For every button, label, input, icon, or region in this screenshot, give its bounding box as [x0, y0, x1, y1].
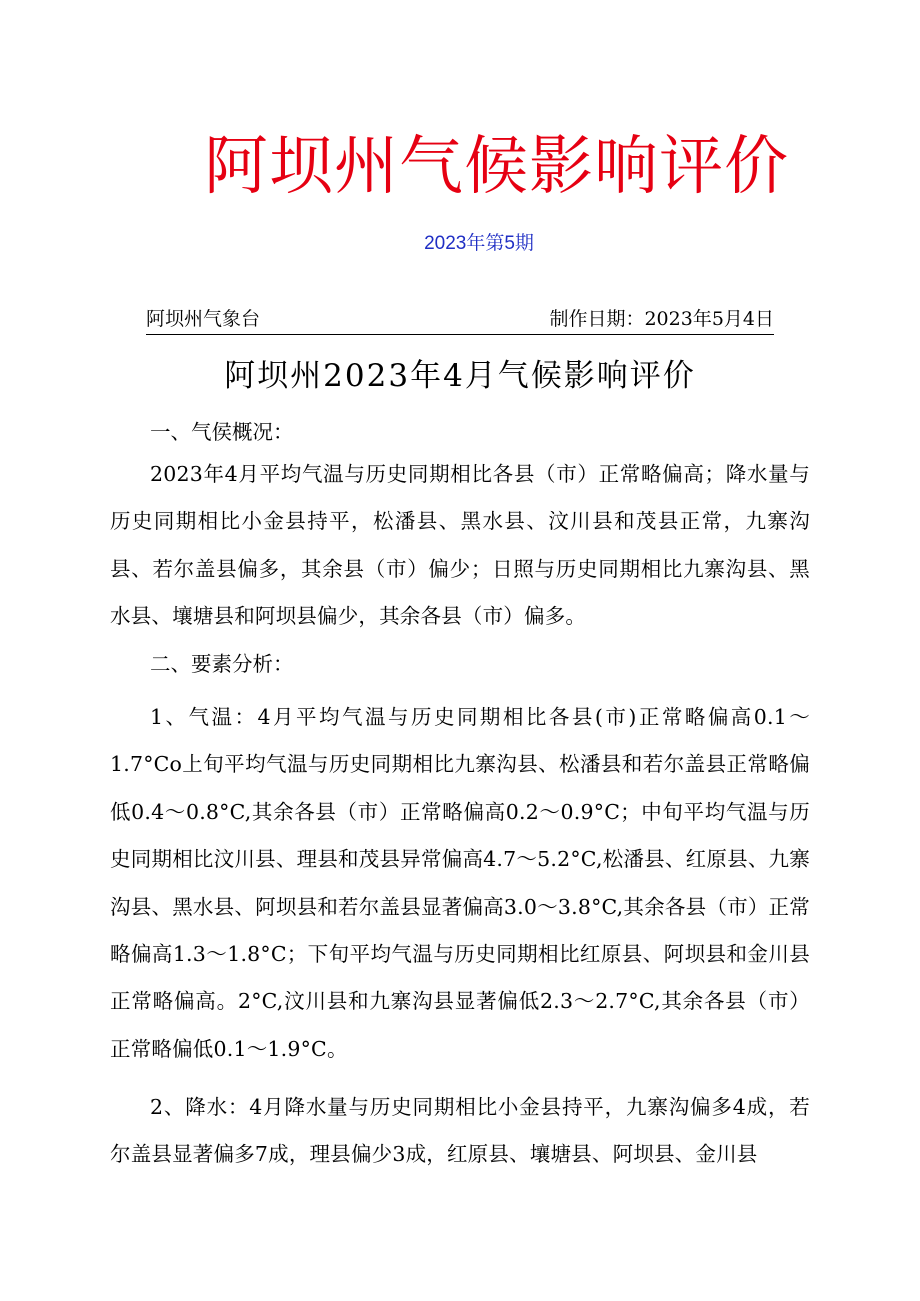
issue-number: 2023年第5期: [424, 233, 534, 254]
publish-date: 制作日期：2023年5月4日: [549, 308, 774, 330]
section-heading-overview: 一、气侯概况：: [150, 420, 294, 444]
paragraph-precipitation: 2、降水：4月降水量与历史同期相比小金县持平，九寨沟偏多4成，若尔盖县显著偏多7成，理县偏少3成，红原县、壤塘县、阿坝县、金川县: [110, 1095, 810, 1167]
report-title: 阿坝州2023年4月气候影响评价: [224, 358, 696, 394]
paragraph-temperature: 1、气温：4月平均气温与历史同期相比各县(市)正常略偏高0.1～1.7°Co上旬平均气温与历史同期相比九寨沟县、松潘县和若尔盖县正常略偏低0.4～0.8°C,其余各县（市）正常略偏高0.2～0.9°C；中旬平均气温与历史同期相比汶川县、理县和茂县异常偏高4.7～5.2°C,松潘县、红原县、九寨沟县、黑水县、阿坝县和若尔盖县显著偏高3.0～3.8°C,其余各县（市）正常略偏高1.3～1.8°C；下旬平均气温与历史同期相比红原县、阿坝县和金川县正常略偏高。2°C,汶川县和九寨沟县显著偏低2.3～2.7°C,其余各县（市）正常略偏低0.1～1.9°C。: [110, 705, 810, 1061]
paragraph-overview: 2023年4月平均气温与历史同期相比各县（市）正常略偏高；降水量与历史同期相比小金县持平，松潘县、黑水县、汶川县和茂县正常，九寨沟县、若尔盖县偏多，其余县（市）偏少；日照与历史同期相比九寨沟县、黑水县、壤塘县和阿坝县偏少，其余各县（市）偏多。: [110, 462, 810, 629]
masthead-title: 阿坝州气候影响评价: [204, 130, 789, 204]
section-heading-analysis: 二、要素分析：: [150, 652, 294, 676]
publisher-org: 阿坝州气象台: [146, 308, 261, 330]
publisher-line: [146, 304, 774, 335]
